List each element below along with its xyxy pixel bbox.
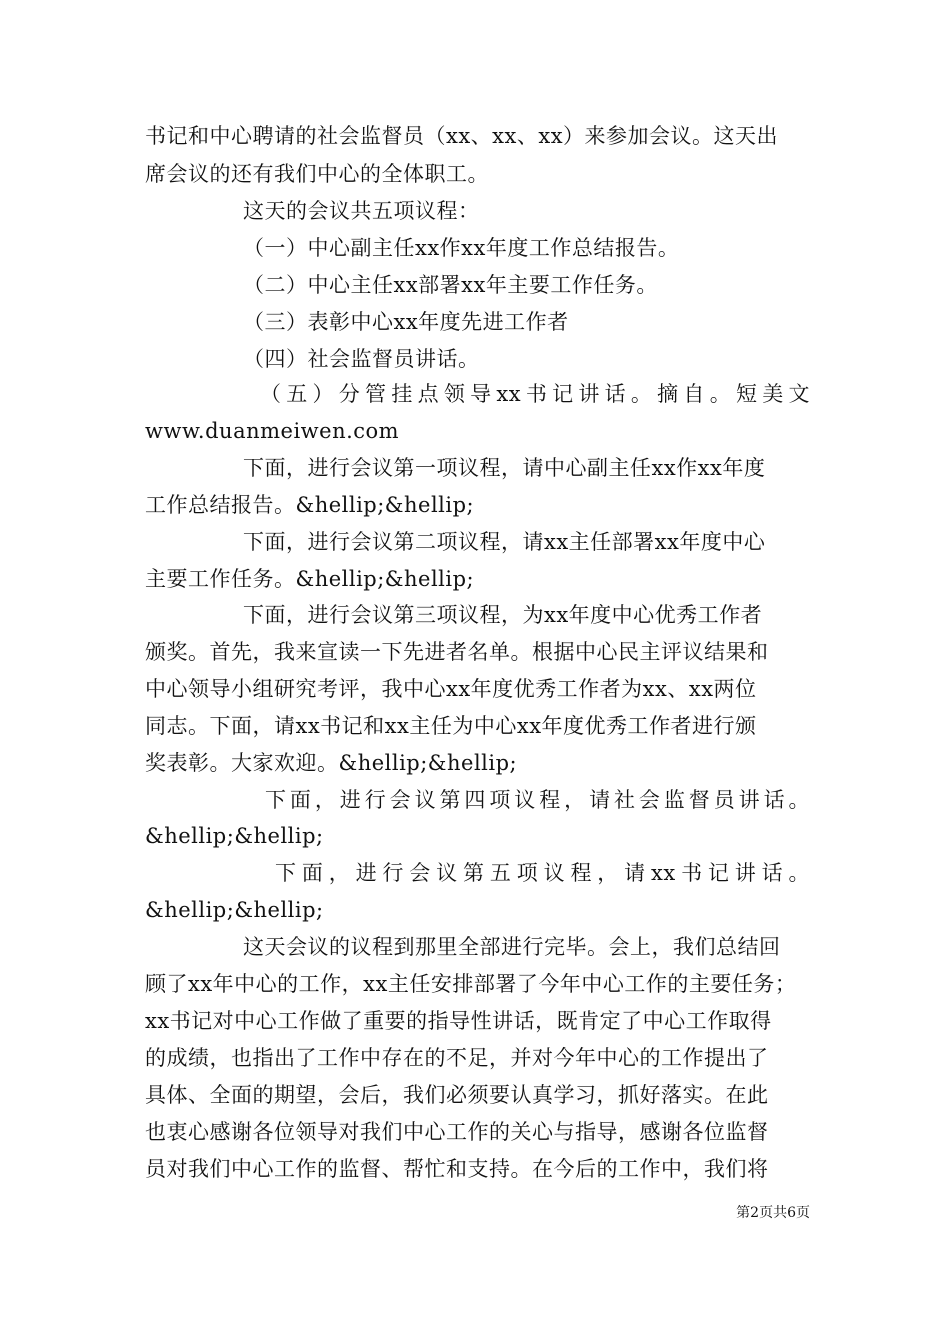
- text-line: 这天的会议共五项议程：: [243, 199, 480, 223]
- text-line: 奖表彰。大家欢迎。&hellip;&hellip;: [145, 751, 518, 775]
- text-line: 具体、全面的期望，会后，我们必须要认真学习，抓好落实。在此: [145, 1083, 769, 1107]
- text-line: 下面，进行会议第一项议程，请中心副主任xx作xx年度: [243, 456, 766, 480]
- text-line: 下面，进行会议第四项议程，请社会监督员讲话。: [265, 788, 810, 812]
- text-line: （三）表彰中心xx年度先进工作者: [243, 310, 569, 334]
- text-line: 这天会议的议程到那里全部进行完毕。会上，我们总结回: [243, 935, 781, 959]
- text-line: 也衷心感谢各位领导对我们中心工作的关心与指导，感谢各位监督: [145, 1120, 769, 1144]
- text-line: 下面，进行会议第五项议程，请xx书记讲话。: [275, 861, 810, 885]
- text-line: 同志。下面，请xx书记和xx主任为中心xx年度优秀工作者进行颁: [145, 714, 757, 738]
- text-line: 主要工作任务。&hellip;&hellip;: [145, 567, 475, 591]
- text-line: 下面，进行会议第二项议程，请xx主任部署xx年度中心: [243, 530, 766, 554]
- text-line: 中心领导小组研究考评，我中心xx年度优秀工作者为xx、xx两位: [145, 677, 757, 701]
- text-line: （二）中心主任xx部署xx年主要工作任务。: [243, 273, 658, 297]
- text-line: 席会议的还有我们中心的全体职工。: [145, 162, 489, 186]
- text-line: 的成绩，也指出了工作中存在的不足，并对今年中心的工作提出了: [145, 1046, 769, 1070]
- page-number: 第2页共6页: [736, 1205, 810, 1221]
- text-line: 书记和中心聘请的社会监督员（xx、xx、xx）来参加会议。这天出: [145, 124, 779, 148]
- text-line: www.duanmeiwen.com: [145, 419, 400, 443]
- text-line: 下面，进行会议第三项议程，为xx年度中心优秀工作者: [243, 603, 763, 627]
- text-line: （一）中心副主任xx作xx年度工作总结报告。: [243, 236, 680, 260]
- text-line: （四）社会监督员讲话。: [243, 347, 480, 371]
- text-line: 颁奖。首先，我来宣读一下先进者名单。根据中心民主评议结果和: [145, 640, 769, 664]
- text-line: &hellip;&hellip;: [145, 824, 324, 848]
- text-line: 顾了xx年中心的工作，xx主任安排部署了今年中心工作的主要任务；: [145, 972, 797, 996]
- text-line: （五）分管挂点领导xx书记讲话。摘自。短美文: [260, 382, 810, 406]
- text-line: xx书记对中心工作做了重要的指导性讲话，既肯定了中心工作取得: [145, 1009, 772, 1033]
- text-line: &hellip;&hellip;: [145, 898, 324, 922]
- text-line: 工作总结报告。&hellip;&hellip;: [145, 493, 475, 517]
- text-line: 员对我们中心工作的监督、帮忙和支持。在今后的工作中，我们将: [145, 1157, 769, 1181]
